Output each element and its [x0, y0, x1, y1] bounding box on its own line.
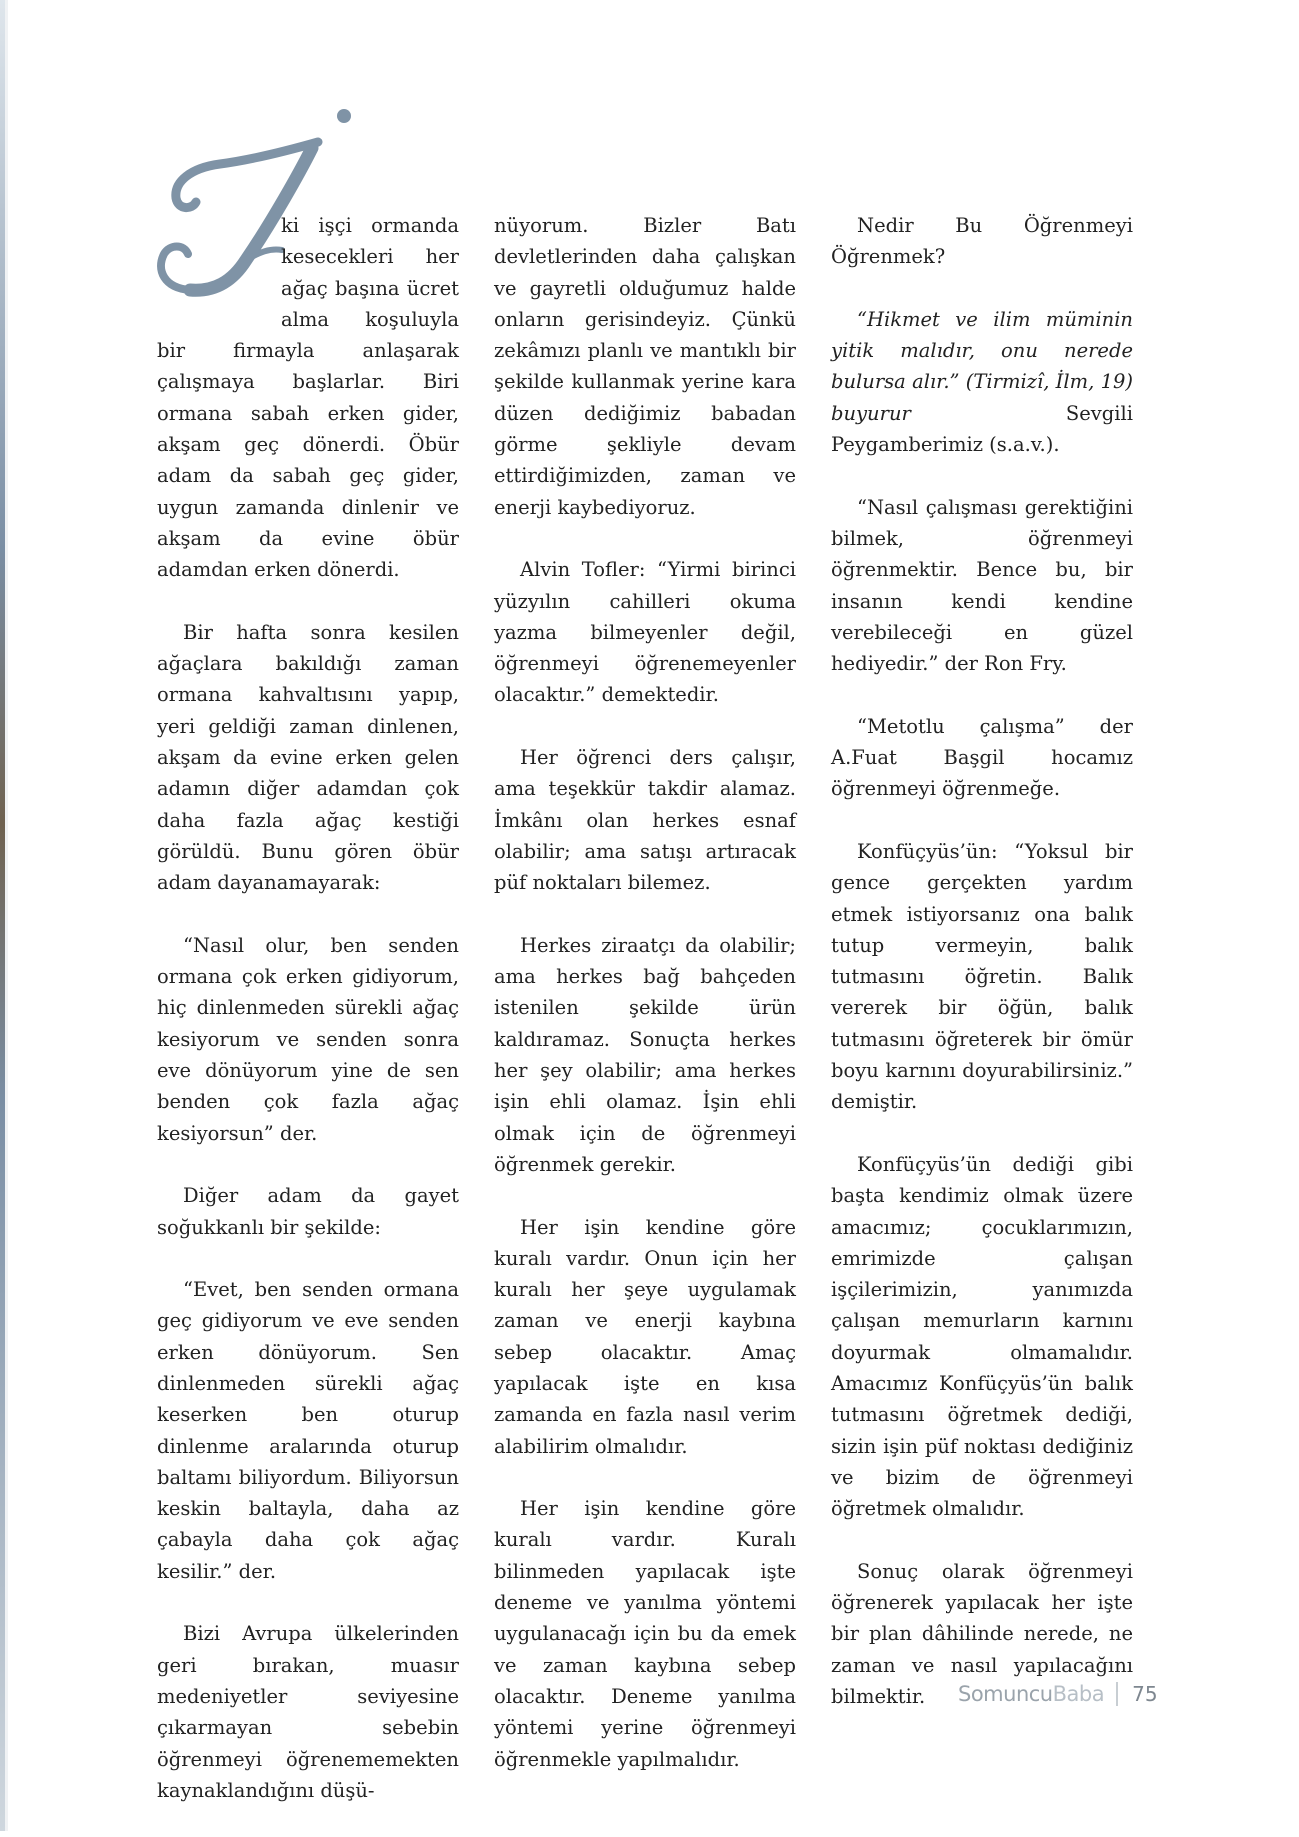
hadith-attribution: Sevgili Peygamberimiz (s.a.v.).: [831, 401, 1133, 457]
col3-paragraph-4: “Metotlu çalışma” der A.Fuat Başgil hocamız öğrenmeyi öğrenmeğe.: [831, 714, 1133, 801]
footer-divider: [1116, 1682, 1118, 1706]
column-2: [494, 210, 796, 1806]
magazine-name-part-2: Baba: [1052, 1682, 1105, 1706]
col3-paragraph-5: Konfüçyüs’ün: “Yoksul bir gence gerçekten yardım etmek istiyorsanız ona balık tutup vermeyin, balık tutmasını öğretin. Balık vererek bir öğün, balık tutmasını öğreterek bir ömür boyu karnını doyurabilirsiniz.” demiştir.: [831, 839, 1133, 1114]
col2-paragraph-6: Her işin kendine göre kuralı vardır. Kuralı bilinmeden yapılacak işte deneme ve yanılma yöntemi uygulanacağı için bu da emek ve zaman kaybına sebep olacaktır. Deneme yanılma yöntemi yerine öğrenmeyi öğrenmekle yapılmalıdır.: [494, 1497, 796, 1771]
col2-paragraph-1: nüyorum. Bizler Batı devletlerinden daha çalışkan ve gayretli olduğumuz halde onların gerisindeyiz. Çünkü zekâmızı planlı ve mantıklı bir şekilde kullanmak yerine kara düzen dediğimiz babadan görme şekliyle devam ettirdiğimizden, zaman ve enerji kaybediyoruz.: [494, 214, 796, 519]
col2-paragraph-5: Her işin kendine göre kuralı vardır. Onun için her kuralı her şeye uygulamak zaman ve enerji kaybına sebep olacaktır. Amaç yapılacak işte en kısa zamanda en fazla nasıl verim alabilirim olmalıdır.: [494, 1215, 796, 1458]
col1-paragraph-6: Bizi Avrupa ülkelerinden geri bırakan, muasır medeniyetler seviyesine çıkarmayan sebebin öğrenmeyi öğrenememekten kaynaklandığını düşü-: [157, 1622, 459, 1802]
dropcap-spacer: [157, 198, 281, 316]
page-edge-highlight: [5, 0, 8, 1831]
col1-paragraph-3: “Nasıl olur, ben senden ormana çok erken gidiyorum, hiç dinlenmeden sürekli ağaç kesiyorum ve senden sonra eve dönüyorum yine de sen benden çok fazla ağaç kesiyorsun” der.: [157, 933, 459, 1145]
col3-paragraph-3: “Nasıl çalışması gerektiğini bilmek, öğrenmeyi öğrenmektir. Bence bu, bir insanın kendi kendine verebileceği en güzel hediyedir.” der Ron Fry.: [831, 495, 1133, 676]
hadith-quote: “Hikmet ve ilim müminin yitik malıdır, onu nerede bulursa alır.” (Tirmizî, İlm, 19) buyurur: [831, 307, 1133, 425]
col3-hadith-paragraph: [831, 304, 1133, 460]
col3-paragraph-6: Konfüçyüs’ün dediği gibi başta kendimiz olmak üzere amacımız; çocuklarımızın, emrimizde çalışan işçilerimizin, yanımızda çalışan memurların karnını doyurmak olmamalıdır. Amacımız Konfüçyüs’ün balık tutmasını öğretmek dediği, sizin işin püf noktası dediğiniz ve bizim de öğrenmeyi öğretmek olmalıdır.: [831, 1152, 1133, 1521]
magazine-name-part-1: Somuncu: [958, 1682, 1053, 1706]
col1-paragraph-1: ki işçi ormanda kesecekleri her ağaç başına ücret alma koşuluyla bir firmayla anlaşarak çalışmaya başlarlar. Biri ormana sabah erken gider, akşam geç dönerdi. Öbür adam da sabah geç gider, uygun zamanda dinlenir ve akşam da evine öbür adamdan erken dönerdi.: [157, 210, 459, 586]
page-number: 75: [1132, 1682, 1158, 1706]
col1-paragraph-2: Bir hafta sonra kesilen ağaçlara bakıldığı zaman ormana kahvaltısını yapıp, yeri geldiği zaman dinlenen, akşam da evine erken gelen adamın diğer adamdan çok daha fazla ağaç kestiği görüldü. Bunu gören öbür adam dayanamayarak:: [157, 620, 459, 895]
column-1: [157, 210, 459, 1837]
col2-paragraph-2: Alvin Tofler: “Yirmi birinci yüzyılın cahilleri okuma yazma bilmeyenler değil, öğrenmeyi öğrenemeyenler olacaktır.” demektedir.: [494, 558, 796, 707]
col1-paragraph-4: Diğer adam da gayet soğukkanlı bir şekilde:: [157, 1184, 459, 1239]
col3-paragraph-7: Sonuç olarak öğrenmeyi öğrenerek yapılacak her işte bir plan dâhilinde nerede, ne zaman ve nasıl yapılacağını bilmektir.: [831, 1559, 1133, 1708]
column-3: [831, 210, 1133, 1744]
col2-paragraph-3: Her öğrenci ders çalışır, ama teşekkür takdir alamaz. İmkânı olan herkes esnaf olabilir; ama satışı artıracak püf noktaları bilemez.: [494, 746, 796, 895]
page-footer: [958, 1677, 1158, 1711]
col3-heading: Nedir Bu Öğrenmeyi Öğrenmek?: [831, 214, 1133, 269]
col2-paragraph-4: Herkes ziraatçı da olabilir; ama herkes bağ bahçeden istenilen şekilde ürün kaldıramaz. Sonuçta herkes her şey olabilir; ama herkes işin ehli olamaz. İşin ehli olmak için de öğrenmeyi öğrenmek gerekir.: [494, 933, 796, 1176]
col1-paragraph-5: “Evet, ben senden ormana geç gidiyorum ve eve senden erken dönüyorum. Sen dinlenmeden sürekli ağaç keserken ben oturup dinlenme aralarında oturup baltamı biliyordum. Biliyorsun keskin baltayla, daha az çabayla daha çok ağaç kesilir.” der.: [157, 1278, 459, 1583]
